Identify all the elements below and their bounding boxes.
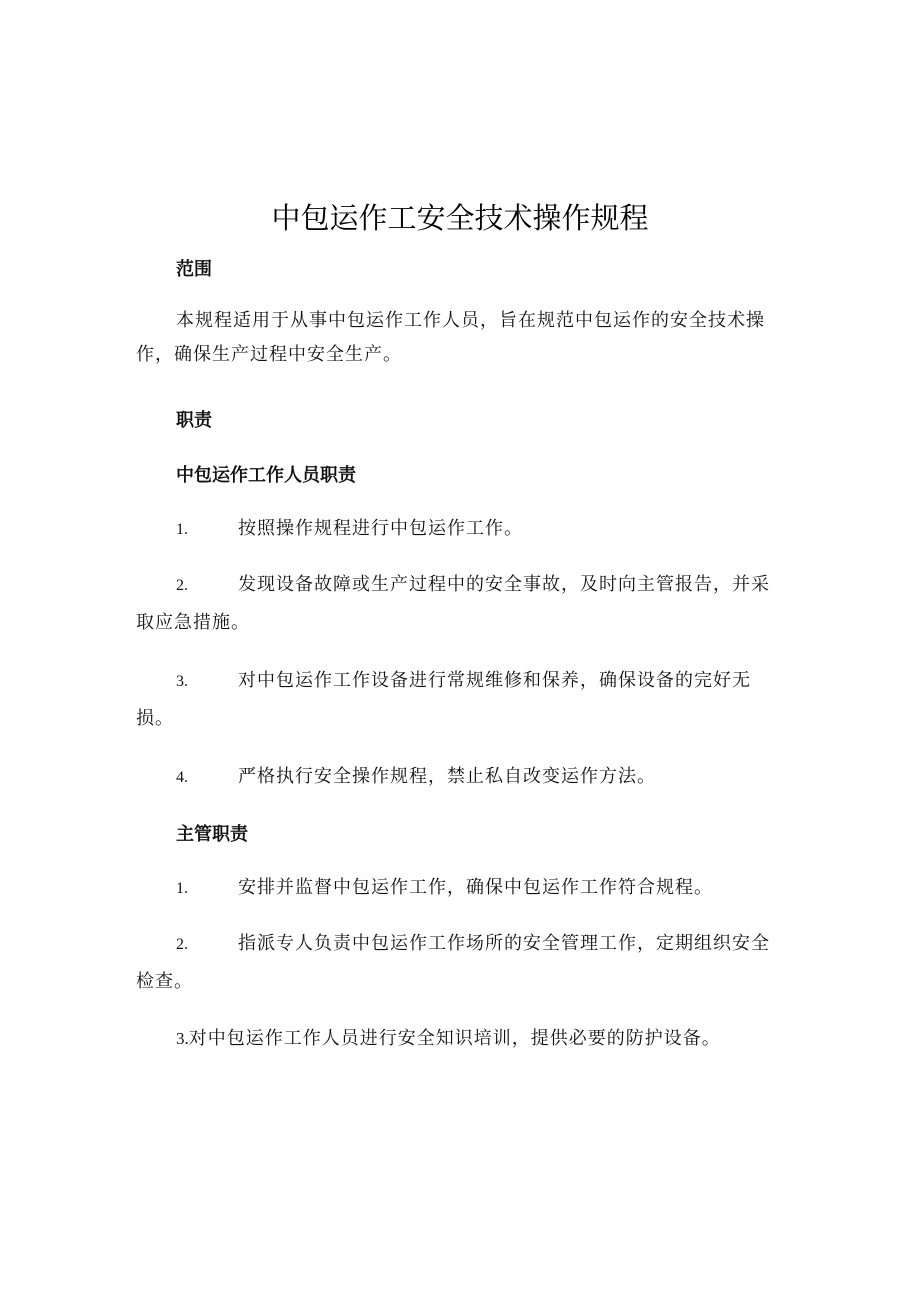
list-number: 2. [176,936,188,953]
list-item-text: 指派专人负责中包运作工作场所的安全管理工作，定期组织安全检查。 [136,933,770,992]
supervisor-item-2 [136,925,776,1000]
list-item-text: 发现设备故障或生产过程中的安全事故，及时向主管报告，并采取应急措施。 [136,574,770,633]
worker-duties-heading: 中包运作工作人员职责 [176,465,356,486]
list-item-text: 对中包运作工作设备进行常规维修和保养，确保设备的完好无损。 [136,670,751,729]
list-number: 3. [176,673,188,690]
list-number: 1. [176,880,188,897]
worker-item-2 [136,566,776,641]
worker-item-4 [136,758,776,796]
scope-heading: 范围 [176,259,212,280]
document-title: 中包运作工安全技术操作规程 [271,201,649,235]
duties-heading: 职责 [176,410,212,431]
list-number: 1. [176,521,188,538]
worker-item-3 [136,662,776,737]
supervisor-item-3 [136,1020,816,1057]
worker-item-1 [136,510,776,548]
supervisor-item-1 [136,869,776,907]
supervisor-duties-heading: 主管职责 [176,824,248,845]
list-item-text: 严格执行安全操作规程，禁止私自改变运作方法。 [238,766,656,787]
list-item-text: 按照操作规程进行中包运作工作。 [238,518,523,539]
list-item-text: 对中包运作工作人员进行安全知识培训，提供必要的防护设备。 [188,1028,721,1049]
scope-paragraph [136,304,786,372]
scope-text: 本规程适用于从事中包运作工作人员，旨在规范中包运作的安全技术操作，确保生产过程中安全生产。 [136,310,765,365]
list-item-text: 安排并监督中包运作工作，确保中包运作工作符合规程。 [238,877,713,898]
list-number: 2. [176,577,188,594]
list-number: 3. [176,1029,189,1048]
list-number: 4. [176,769,188,786]
